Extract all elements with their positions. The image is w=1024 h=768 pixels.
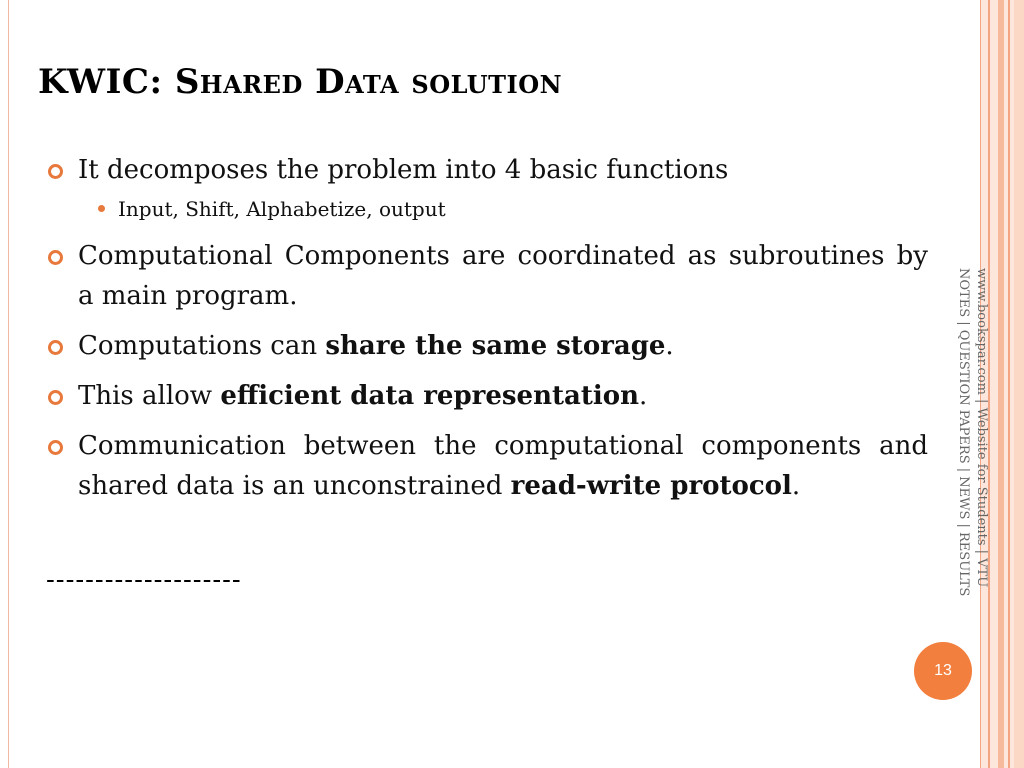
bullet-text-suffix: .: [791, 471, 801, 501]
bullet-item: [48, 426, 928, 506]
stripe: [998, 0, 1004, 768]
circle-bullet-icon: [48, 390, 63, 405]
stripe: [1014, 0, 1024, 768]
bullet-item: [48, 236, 928, 316]
circle-bullet-icon: [48, 250, 63, 265]
bullet-text-prefix: Communication between the computational components and shared data is an unconstrained: [78, 431, 928, 501]
bullet-text-bold: read-write protocol: [510, 471, 792, 501]
page-number-badge: 13: [914, 642, 972, 700]
bullet-item: [48, 326, 928, 366]
bullet-text-suffix: .: [665, 331, 674, 361]
circle-bullet-icon: [48, 164, 63, 179]
dashed-separator: --------------------: [46, 565, 242, 595]
sub-bullet-text: Input, Shift, Alphabetize, output: [118, 197, 446, 221]
stripe: [1008, 0, 1010, 768]
stripe: [994, 0, 997, 768]
left-border-line: [8, 0, 9, 768]
bullet-item: [48, 150, 928, 190]
bullet-list: [48, 150, 928, 516]
bullet-text: It decomposes the problem into 4 basic functions: [78, 155, 729, 185]
bullet-text: Computational Components are coordinated as subroutines by a main program.: [78, 241, 928, 311]
bullet-text-bold: efficient data representation: [220, 381, 639, 411]
bullet-item: [48, 376, 928, 416]
vertical-watermark-text: www.bookspar.com | Website for Students | VTU NOTES | QUESTION PAPERS | NEWS | RESULTS: [956, 268, 989, 597]
bullet-text-prefix: Computations can: [78, 331, 326, 361]
circle-bullet-icon: [48, 340, 63, 355]
bullet-text-bold: share the same storage: [325, 331, 666, 361]
bullet-text-suffix: .: [638, 381, 648, 411]
circle-bullet-icon: [48, 440, 63, 455]
bullet-text-prefix: This allow: [78, 381, 221, 411]
dot-bullet-icon: [98, 205, 105, 212]
slide-title: KWIC: Shared Data solution: [38, 62, 563, 102]
sub-bullet-item: [88, 194, 928, 224]
